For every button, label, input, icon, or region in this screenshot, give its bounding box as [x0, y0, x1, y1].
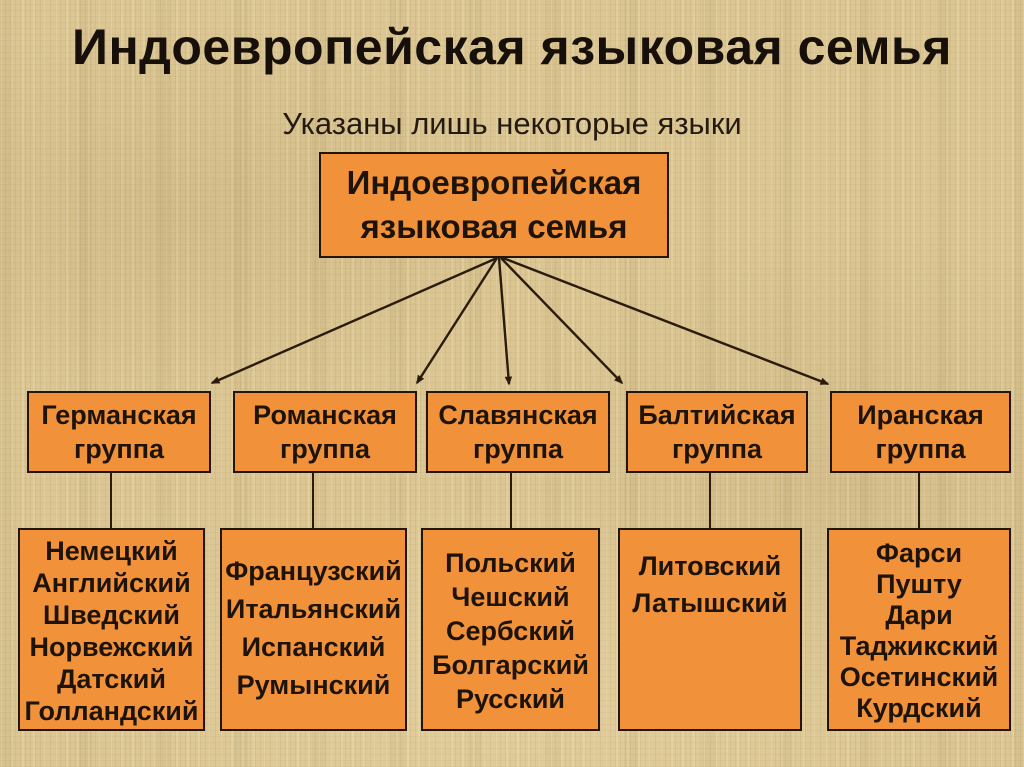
language-list-slavic	[421, 528, 600, 731]
language-item: Русский	[455, 684, 566, 714]
group-name-word2: группа	[671, 434, 763, 464]
group-name: Славянская	[438, 400, 598, 430]
slide-title: Индоевропейская языковая семья	[72, 19, 952, 75]
language-item: Болгарский	[432, 650, 589, 680]
root-family-box	[319, 152, 669, 258]
group-name-word2: группа	[73, 434, 165, 464]
arrow-to-baltic-group	[501, 258, 622, 383]
language-item: Латышский	[632, 588, 788, 618]
language-item: Шведский	[43, 600, 180, 630]
language-list-germanic	[18, 528, 205, 731]
group-name: Романская	[253, 400, 397, 430]
group-name: Иранская	[857, 400, 984, 430]
group-box-romance	[233, 391, 417, 473]
language-list-iranian	[827, 528, 1011, 731]
language-item: Сербский	[445, 616, 576, 646]
language-item: Итальянский	[225, 594, 402, 624]
group-box-iranian	[830, 391, 1011, 473]
language-item: Голландский	[24, 696, 199, 726]
language-item: Фарси	[875, 538, 963, 568]
group-name-word2: группа	[472, 434, 564, 464]
language-item: Дари	[885, 600, 953, 630]
language-item: Польский	[445, 548, 576, 578]
language-item: Литовский	[638, 551, 782, 581]
group-name: Балтийская	[638, 400, 796, 430]
group-name-word2: группа	[279, 434, 371, 464]
arrow-to-iranian-group	[503, 258, 828, 384]
arrow-to-germanic-group	[212, 258, 497, 383]
language-item: Таджикский	[839, 631, 999, 661]
group-name-word2: группа	[875, 434, 966, 464]
arrow-to-slavic-group	[499, 258, 509, 384]
group-box-baltic	[626, 391, 808, 473]
language-item: Курдский	[856, 693, 982, 723]
language-list-romance	[220, 528, 407, 731]
language-item: Французский	[225, 556, 402, 586]
language-item: Датский	[57, 664, 166, 694]
language-item: Пушту	[876, 569, 962, 599]
language-item: Чешский	[451, 582, 570, 612]
root-family-line2: языковая семья	[360, 208, 628, 245]
language-item: Осетинский	[839, 662, 999, 692]
language-item: Испанский	[241, 632, 386, 662]
language-item: Норвежский	[29, 632, 194, 662]
group-name: Германская	[41, 400, 197, 430]
root-family-line1: Индоевропейская	[346, 164, 642, 201]
language-list-baltic	[618, 528, 802, 731]
slide-subtitle: Указаны лишь некоторые языки	[282, 106, 742, 141]
language-item: Немецкий	[45, 536, 178, 566]
language-item: Английский	[32, 568, 191, 598]
group-box-slavic	[426, 391, 610, 473]
language-item: Румынский	[236, 670, 391, 700]
group-box-germanic	[27, 391, 211, 473]
